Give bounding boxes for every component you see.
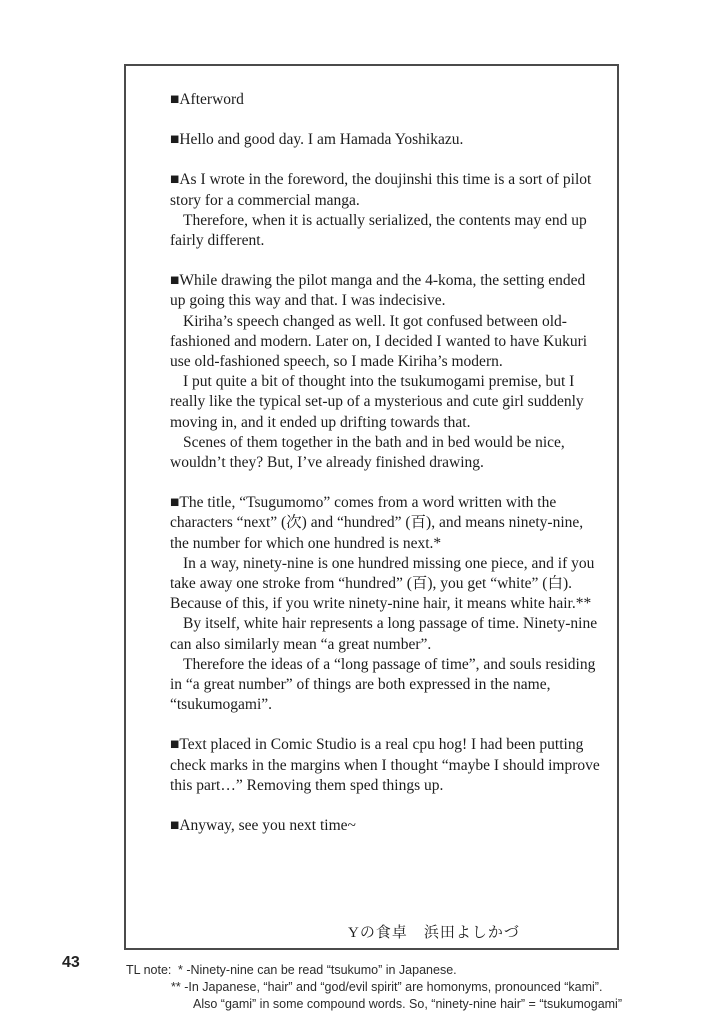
afterword-content [170, 90, 602, 836]
text-block [170, 493, 602, 715]
paragraph: ■The title, “Tsugumomo” comes from a word written with the characters “next” (次) and “hundred” (百), and means ninety-nine, the number for which one hundred is next.* [170, 494, 584, 552]
text-block [170, 816, 602, 836]
tl-note-line: ** -In Japanese, “hair” and “god/evil spirit” are homonyms, pronounced “kami”. [171, 980, 603, 994]
paragraph: ■Anyway, see you next time~ [170, 817, 356, 835]
text-block [170, 90, 602, 110]
paragraph: ■Hello and good day. I am Hamada Yoshikazu. [170, 131, 464, 149]
paragraph: Scenes of them together in the bath and in bed would be nice, wouldn’t they? But, I’ve already finished drawing. [170, 433, 565, 472]
paragraph: ■While drawing the pilot manga and the 4-koma, the setting ended up going this way and that. I was indecisive. [170, 272, 586, 310]
text-block [170, 271, 602, 473]
text-block [170, 170, 602, 251]
paragraph: Kiriha’s speech changed as well. It got confused between old-fashioned and modern. Later on, I decided I wanted to have Kukuri use old-fashioned speech, so I made Kiriha’s modern. [170, 312, 588, 371]
paragraph: Therefore, when it is actually serialized, the contents may end up fairly different. [170, 211, 587, 250]
paragraph: Therefore the ideas of a “long passage of time”, and souls residing in “a great number” of things are both expressed in the name, “tsukumogami”. [170, 655, 596, 714]
paragraph: ■Afterword [170, 91, 244, 108]
tl-note-line: Also “gami” in some compound words. So, “ninety-nine hair” = “tsukumogami” [193, 997, 622, 1011]
text-block [170, 130, 602, 150]
tl-note-label: TL note: [126, 963, 172, 977]
paragraph: ■As I wrote in the foreword, the doujinshi this time is a sort of pilot story for a commercial manga. [170, 171, 592, 209]
paragraph: In a way, ninety-nine is one hundred missing one piece, and if you take away one stroke from “hundred” (百), you get “white” (白). Because of this, if you write ninety-nine hair, it means white hair.** [170, 554, 595, 613]
paragraph: By itself, white hair represents a long passage of time. Ninety-nine can also similarly mean “a great number”. [170, 615, 598, 653]
text-block [170, 735, 602, 796]
paragraph: I put quite a bit of thought into the tsukumogami premise, but I really like the typical set-up of a mysterious and cute girl suddenly moving in, and it ended up drifting towards that. [170, 373, 584, 431]
paragraph: ■Text placed in Comic Studio is a real cpu hog! I had been putting check marks in the margins when I thought “maybe I should improve this part…” Removing them sped things up. [170, 736, 600, 794]
afterword-frame [124, 64, 619, 950]
tl-note-line: * -Ninety-nine can be read “tsukumo” in Japanese. [178, 963, 457, 977]
page-number: 43 [62, 954, 80, 971]
author-signature: Yの食卓 浜田よしかづ [348, 925, 520, 941]
tl-note-lines [171, 962, 622, 1013]
tl-note [126, 962, 622, 1013]
